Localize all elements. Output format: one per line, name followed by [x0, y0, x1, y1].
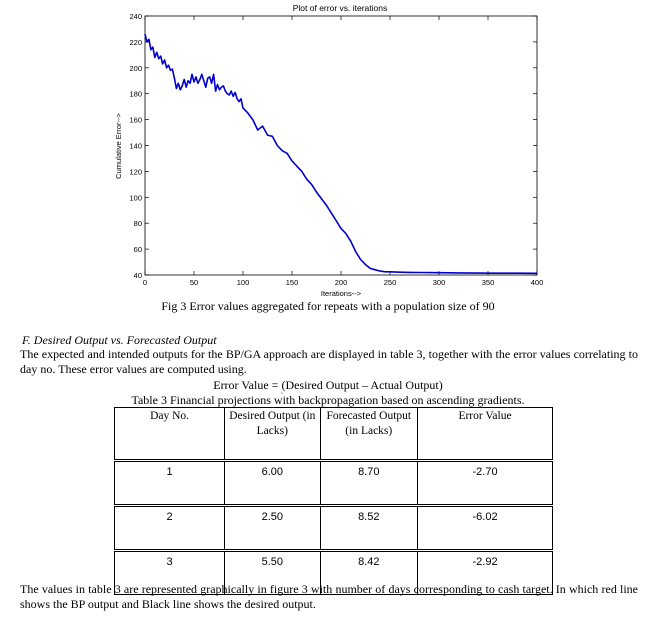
error-vs-iterations-chart [0, 0, 656, 300]
y-tick-label: 160 [129, 115, 142, 125]
y-axis-label: Cumulative Error--> [114, 113, 123, 179]
x-tick-label: 400 [530, 278, 544, 287]
y-tick-label: 80 [133, 219, 142, 229]
table-caption: Table 3 Financial projections with backpropagation based on ascending gradients. [131, 393, 525, 407]
paragraph-conclusion: The values in table 3 are represented graphically in figure 3 with number of days corresponding to cash target. In which red line shows the BP output and Black line shows the desired output. [20, 582, 638, 611]
table-row [115, 461, 553, 506]
y-tick-label: 180 [129, 89, 142, 99]
cell-forecasted: 8.52 [320, 506, 418, 551]
cell-desired: 2.50 [225, 506, 320, 551]
projection-table [114, 407, 553, 595]
header-day-no: Day No. [115, 408, 225, 461]
chart-title: Plot of error vs. iterations [292, 3, 388, 13]
cell-day: 1 [115, 461, 225, 506]
cell-error: -6.02 [418, 506, 553, 551]
x-tick-label: 150 [285, 278, 299, 287]
plot-area [145, 16, 537, 275]
table-header-row [115, 408, 553, 461]
paragraph-intro: The expected and intended outputs for the BP/GA approach are displayed in table 3, together with the error values correlating to day no. These error values are computed using. [20, 347, 638, 376]
cell-forecasted: 8.70 [320, 461, 418, 506]
x-tick-label: 50 [189, 278, 199, 287]
cell-forecasted: 8.42 [320, 551, 418, 595]
cell-day: 2 [115, 506, 225, 551]
header-forecasted-output: Forecasted Output (in Lacks) [320, 408, 418, 461]
x-tick-label: 200 [334, 278, 348, 287]
y-tick-label: 200 [129, 63, 142, 73]
x-tick-label: 250 [383, 278, 397, 287]
x-axis-label: Iterations--> [320, 289, 362, 298]
figure-caption: Fig 3 Error values aggregated for repeats with a population size of 90 [161, 299, 495, 313]
cell-error: -2.92 [418, 551, 553, 595]
error-formula [0, 378, 656, 393]
header-desired-output: Desired Output (in Lacks) [225, 408, 320, 461]
y-tick-label: 100 [129, 193, 142, 203]
cell-desired: 6.00 [225, 461, 320, 506]
table-row [115, 506, 553, 551]
cell-error: -2.70 [418, 461, 553, 506]
formula-left: Error Value = [213, 378, 282, 392]
y-tick-label: 120 [129, 167, 142, 177]
cell-day: 3 [115, 551, 225, 595]
x-tick-label: 300 [432, 278, 446, 287]
x-tick-label: 350 [481, 278, 495, 287]
y-tick-label: 60 [133, 245, 142, 255]
x-tick-label: 100 [236, 278, 250, 287]
y-tick-label: 140 [129, 141, 142, 151]
x-tick-label: 0 [142, 278, 148, 287]
y-tick-label: 240 [129, 12, 142, 21]
formula-flagged-text: ( [281, 378, 286, 392]
header-error-value: Error Value [418, 408, 553, 461]
cell-desired: 5.50 [225, 551, 320, 595]
y-tick-label: 220 [129, 37, 142, 47]
y-tick-label: 40 [133, 271, 142, 280]
section-heading: F. Desired Output vs. Forecasted Output [22, 333, 217, 347]
formula-right: Desired Output – Actual Output) [285, 378, 443, 392]
